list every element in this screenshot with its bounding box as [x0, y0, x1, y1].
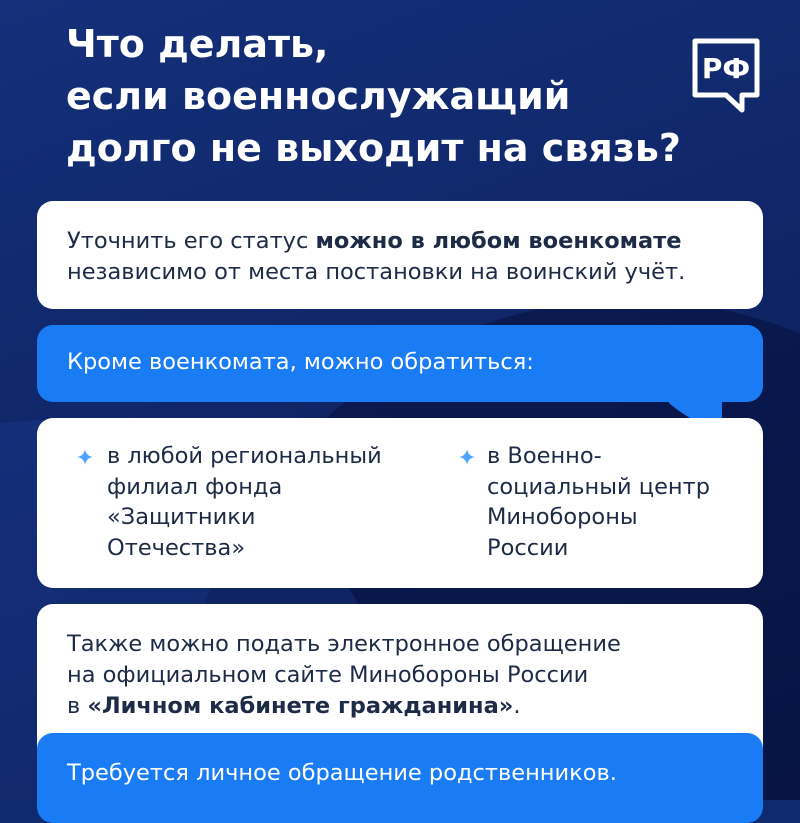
option-left-line-1: в любой региональный	[107, 443, 382, 469]
online-line-3-prefix: в	[67, 693, 88, 719]
online-line-2: на официальном сайте Минобороны России	[67, 662, 589, 688]
option-left-line-4: Отечества»	[107, 534, 246, 561]
online-line-3-suffix: .	[513, 693, 521, 719]
four-point-star-icon	[77, 449, 93, 465]
option-right-line-4: России	[487, 534, 569, 561]
logo-text: РФ	[701, 52, 751, 85]
options-card	[37, 418, 763, 588]
title-line-3: долго не выходит на связь?	[66, 126, 681, 170]
option-regional-fund	[107, 441, 427, 563]
requirement-card	[37, 733, 763, 823]
status-card	[37, 201, 763, 309]
option-left-line-2: филиал фонда	[107, 473, 283, 500]
alternatives-card	[37, 325, 763, 402]
status-text-start: Уточнить его статус	[67, 228, 316, 254]
requirement-text: Требуется личное обращение родственников.	[67, 760, 617, 786]
status-text-end: независимо от места постановки на воинский учёт.	[67, 259, 686, 285]
title-line-2: если военнослужащий	[66, 74, 571, 118]
status-text-bold: можно в любом военкомате	[315, 228, 682, 254]
option-right-line-3: Минобороны	[487, 504, 638, 530]
option-right-line-1: в Военно-	[487, 443, 602, 469]
option-social-center	[487, 441, 747, 563]
title-line-1: Что делать,	[66, 22, 329, 66]
online-line-1: Также можно подать электронное обращение	[67, 631, 621, 657]
chat-bubble-logo-icon	[690, 38, 762, 114]
online-line-3-bold: «Личном кабинете гражданина»	[87, 693, 514, 719]
four-point-star-icon	[459, 449, 475, 465]
option-left-line-3: «Защитники	[107, 504, 256, 530]
alternatives-text: Кроме военкомата, можно обратиться:	[67, 349, 534, 375]
option-right-line-2: социальный центр	[487, 473, 711, 500]
page-title	[66, 18, 686, 174]
